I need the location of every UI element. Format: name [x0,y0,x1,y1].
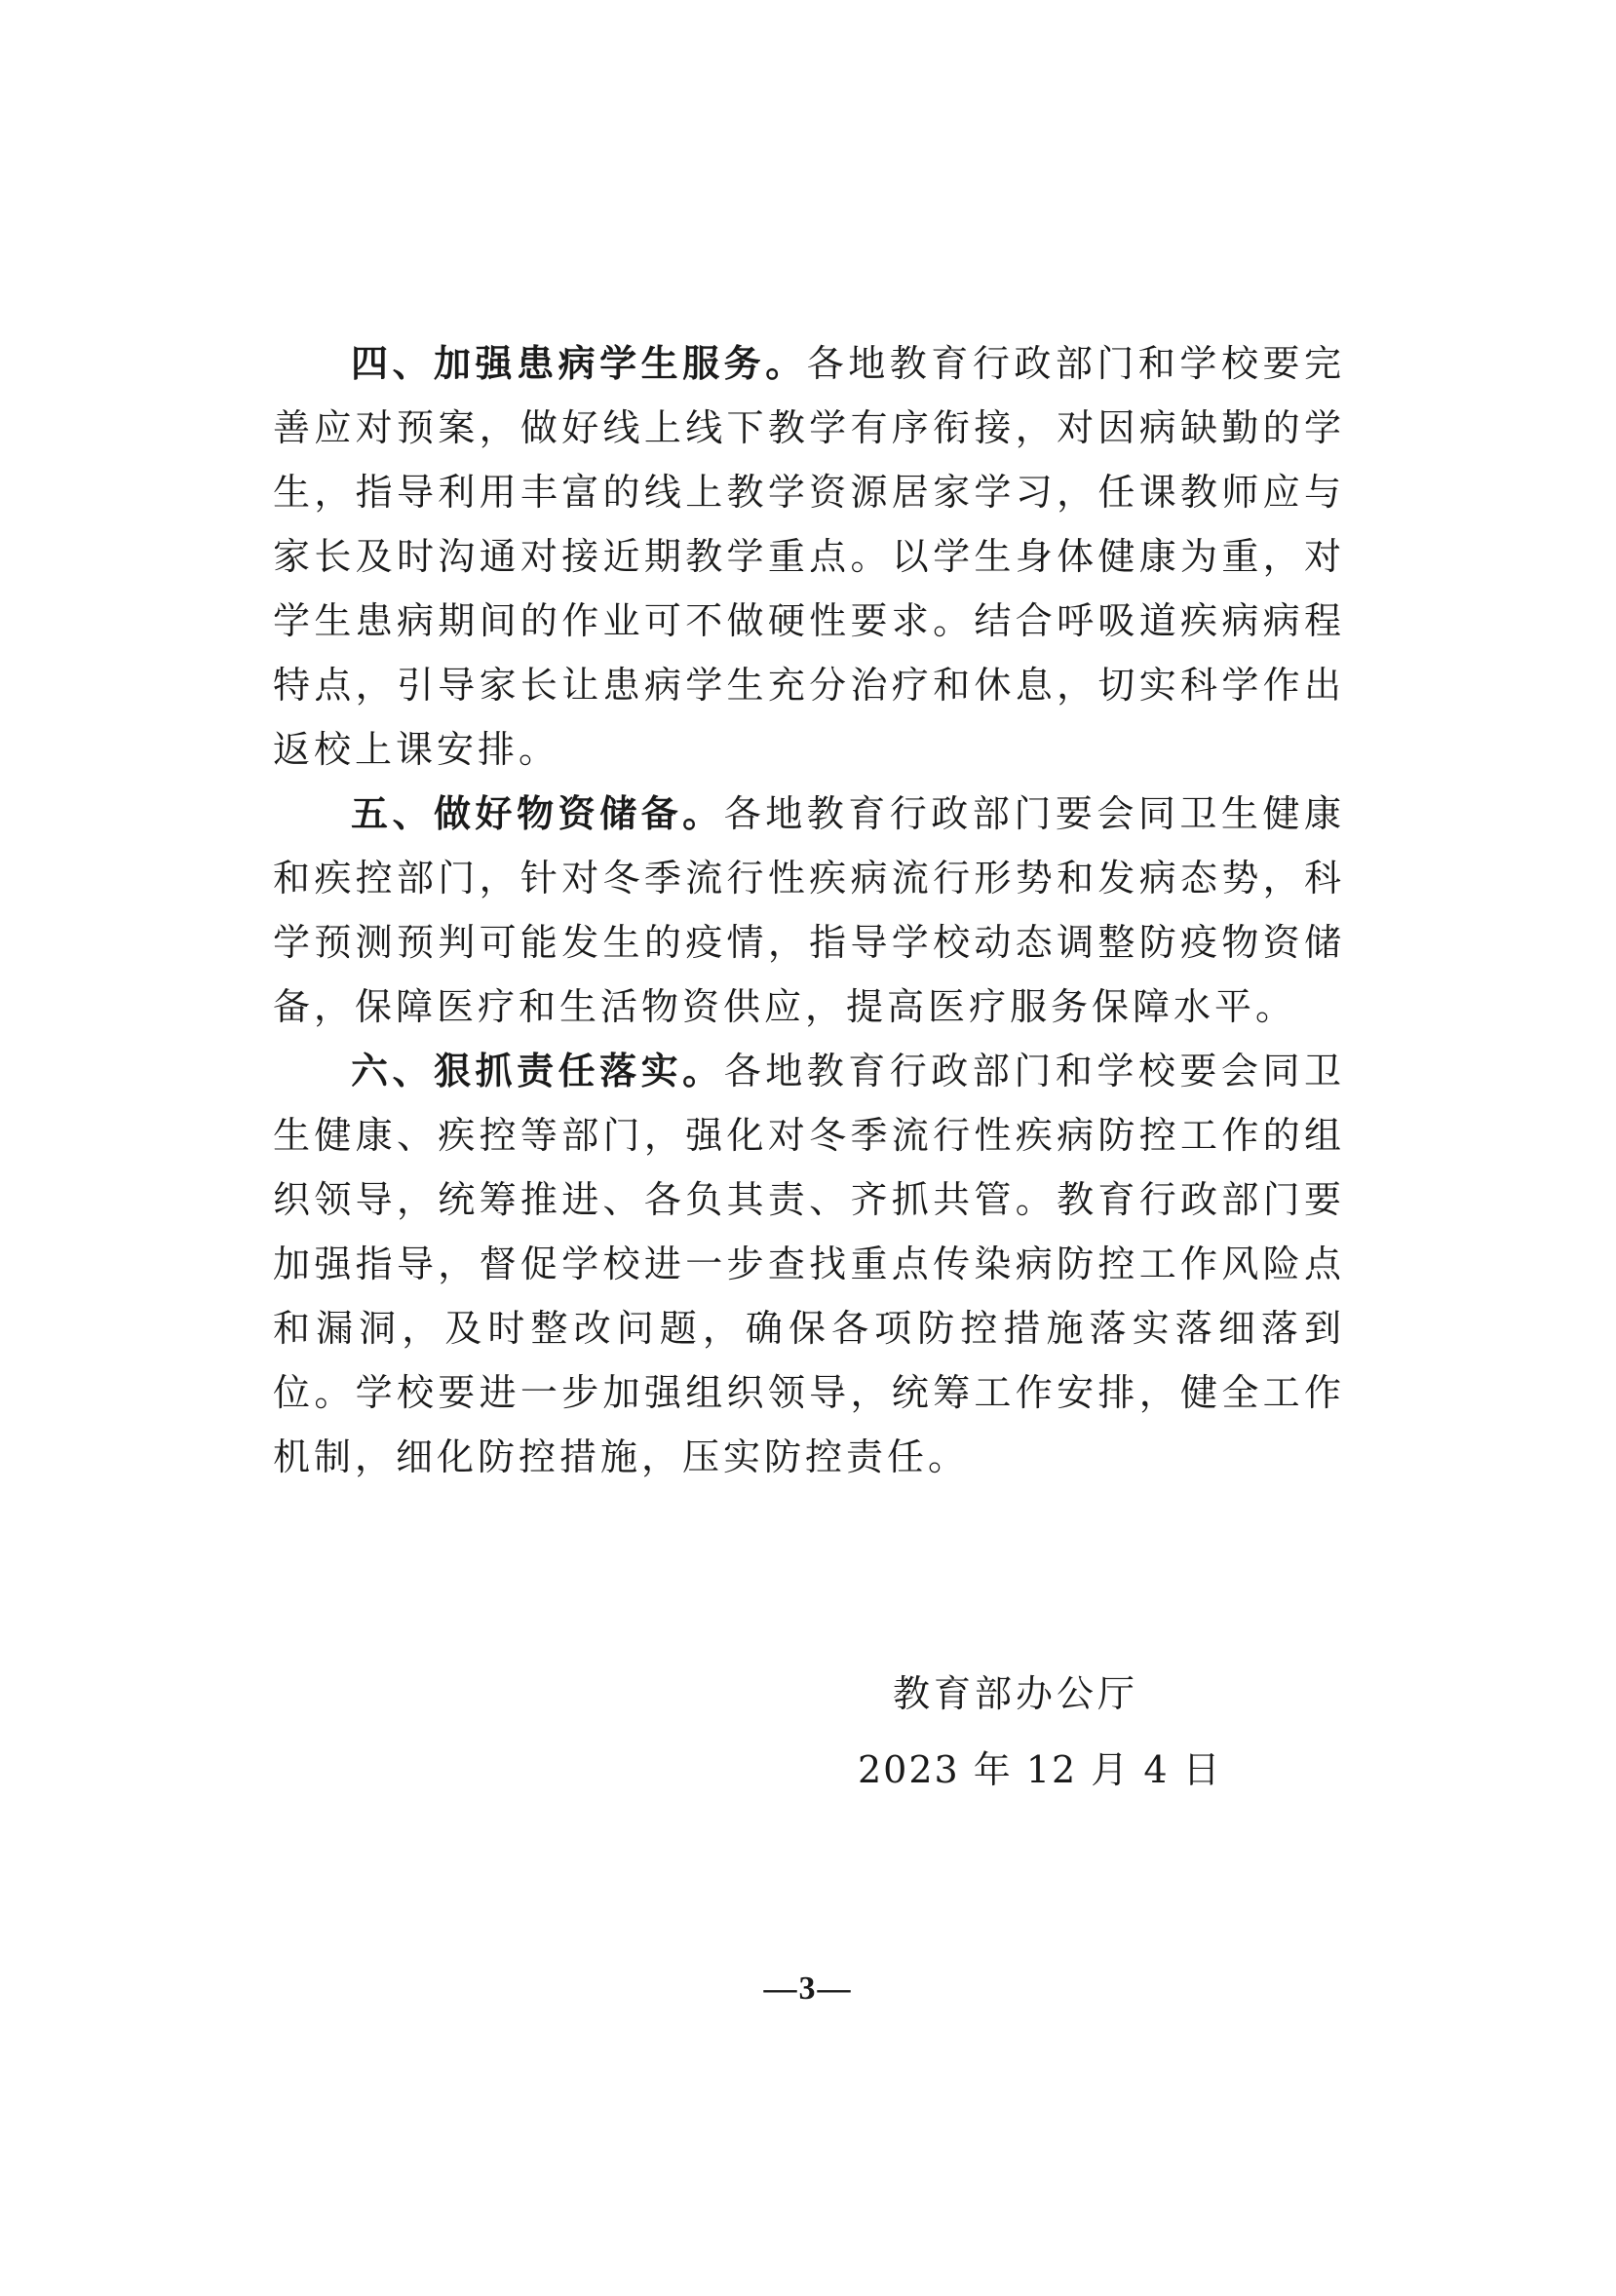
page-number: —3— [763,1971,853,2007]
section-4-text: 各地教育行政部门和学校要完善应对预案，做好线上线下教学有序衔接，对因病缺勤的学生，指导利用丰富的线上教学资源居家学习，任课教师应与家长及时沟通对接近期教学重点。以学生身体健康为重，对学生患病期间的作业可不做硬性要求。结合呼吸道疾病病程特点，引导家长让患病学生充分治疗和休息，切实科学作出返校上课安排。 [273,342,1345,771]
section-6-text: 各地教育行政部门和学校要会同卫生健康、疾控等部门，强化对冬季流行性疾病防控工作的组织领导，统筹推进、各负其责、齐抓共管。教育行政部门要加强指导，督促学校进一步查找重点传染病防控工作风险点和漏洞，及时整改问题，确保各项防控措施落实落细落到位。学校要进一步加强组织领导，统筹工作安排，健全工作机制，细化防控措施，压实防控责任。 [273,1050,1345,1478]
signature-block [858,1665,1267,1799]
section-5-heading: 五、做好物资储备。 [351,792,724,835]
section-5-text: 各地教育行政部门要会同卫生健康和疾控部门，针对冬季流行性疾病流行形势和发病态势，科学预测预判可能发生的疫情，指导学校动态调整防疫物资储备，保障医疗和生活物资供应，提高医疗服务保障水平。 [273,792,1345,1028]
section-5-paragraph [273,782,1345,1039]
section-6-heading: 六、狠抓责任落实。 [351,1050,724,1092]
signature-date: 2023 年 12 月 4 日 [858,1748,1222,1791]
signature-organization: 教育部办公厅 [893,1672,1139,1715]
section-4-heading: 四、加强患病学生服务。 [351,342,807,385]
section-6-paragraph [273,1039,1345,1489]
section-4-paragraph [273,331,1345,782]
document-body [273,331,1345,1489]
